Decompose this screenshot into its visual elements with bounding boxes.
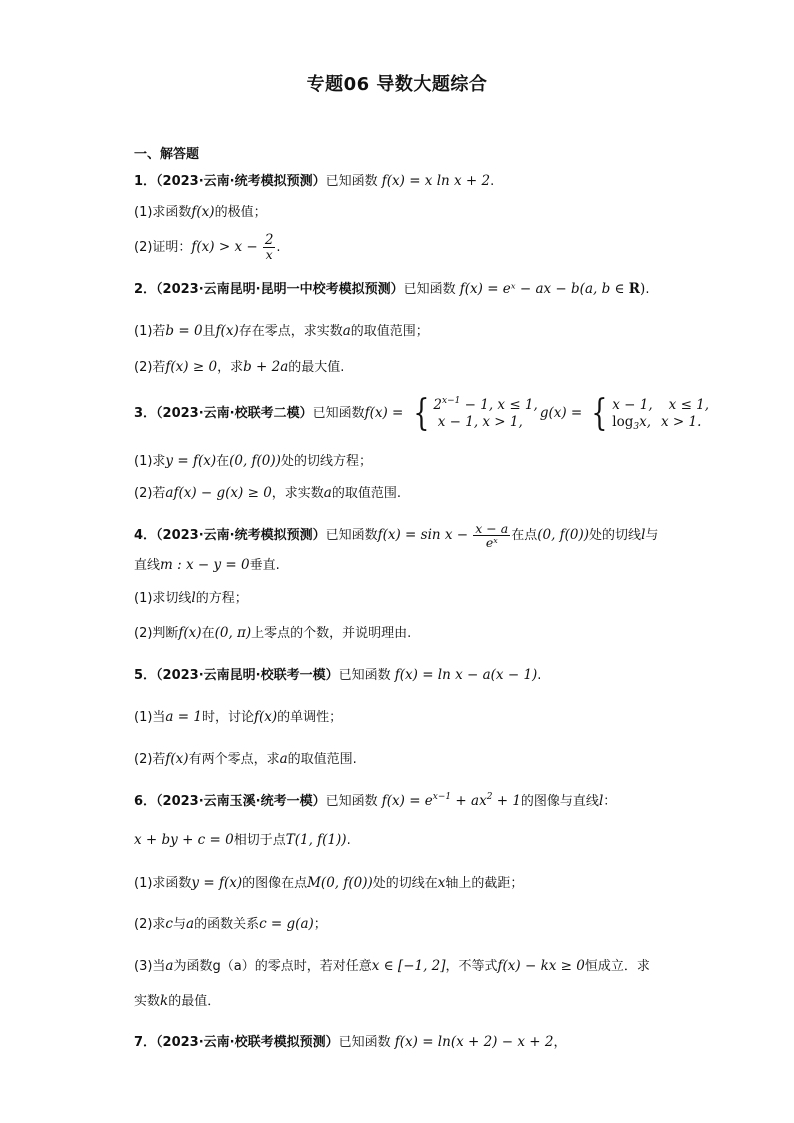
stem-text: 处的切线	[589, 528, 642, 543]
part-text: 与	[172, 917, 186, 932]
fraction-denominator: eˣ	[485, 535, 498, 550]
question-2-part-1	[134, 322, 429, 341]
fraction-numerator: x − a	[475, 521, 509, 536]
part-text: ，不等式	[445, 959, 498, 974]
part-text: 有两个零点，求	[188, 752, 280, 767]
part-text: 的函数关系	[194, 917, 260, 932]
stem-text: ：	[603, 794, 617, 809]
question-1-part-1	[134, 203, 267, 222]
math-expr: (0, π)	[214, 625, 252, 641]
part-text: (2)若	[134, 486, 166, 501]
math-expr: x − 1, x > 1,	[437, 413, 523, 430]
math-expr: f(x) = e	[381, 793, 433, 809]
part-text: 在	[201, 626, 215, 641]
math-expr: + ax	[451, 793, 487, 809]
question-6-part-3-cont	[134, 992, 220, 1011]
math-var: l	[191, 590, 196, 606]
question-source: （2023·云南玉溪·统考一模）	[156, 794, 326, 809]
fraction	[263, 234, 276, 261]
question-source: （2023·云南·统考模拟预测）	[156, 174, 326, 189]
math-expr: x ≤ 1,	[668, 396, 710, 413]
reals-symbol: R	[628, 281, 641, 297]
part-text: (3)当	[134, 959, 166, 974]
math-expr: y = f(x)	[191, 875, 243, 891]
fraction-denominator: x	[265, 247, 273, 262]
math-expr: b + 2a	[243, 359, 289, 375]
part-text: (1)若	[134, 324, 166, 339]
function-definition: f(x) = ln(x + 2) − x + 2	[394, 1034, 554, 1050]
math-expr: f(x)	[165, 751, 189, 767]
math-expr: x ∈ [−1, 2]	[371, 958, 446, 974]
part-text: 且	[202, 324, 216, 339]
case-row	[612, 414, 709, 431]
cases	[612, 397, 709, 431]
question-number: 5．	[134, 668, 157, 683]
part-text: (1)求函数	[134, 876, 192, 891]
question-4-part-2	[134, 624, 411, 643]
math-expr: af(x) − g(x) ≥ 0	[165, 485, 272, 501]
math-expr: f(x) = sin x −	[377, 527, 469, 543]
math-expr: a = 1	[165, 709, 202, 725]
math-expr: m : x − y = 0	[160, 557, 250, 573]
math-expr: c = g(a)	[259, 916, 314, 932]
math-var: a	[186, 916, 195, 932]
part-text: 实数	[134, 994, 161, 1009]
piecewise-g	[588, 392, 710, 434]
math-expr: b = 0	[165, 323, 203, 339]
question-source: （2023·云南·校联考二模）	[156, 406, 313, 421]
part-text: 的取值范围.	[331, 486, 401, 501]
math-expr: f(x)	[178, 625, 202, 641]
question-source: （2023·云南·统考模拟预测）	[156, 528, 326, 543]
brace-symbol: {	[412, 392, 429, 434]
question-number: 1．	[134, 174, 157, 189]
math-expr: .	[346, 833, 351, 848]
question-number: 7．	[134, 1035, 157, 1050]
part-text: 存在零点，求实数	[238, 324, 343, 339]
function-definition: f(x) = eˣ − ax − b(a, b ∈	[459, 281, 629, 297]
fraction-numerator: 2	[264, 232, 274, 248]
math-var: l	[641, 527, 646, 543]
case-row	[433, 397, 537, 414]
question-4-stem-cont	[134, 556, 280, 575]
subscript: 3	[633, 421, 640, 432]
question-3-stem	[134, 394, 711, 433]
math-var: a	[279, 751, 288, 767]
math-expr: x > 1.	[661, 413, 702, 430]
math-var: c	[165, 916, 173, 932]
stem-text: 已知函数	[325, 174, 378, 189]
case-row	[433, 414, 537, 431]
part-text: (1)当	[134, 710, 166, 725]
question-number: 4．	[134, 528, 157, 543]
question-6-stem-cont	[134, 831, 351, 850]
question-4-part-1	[134, 589, 248, 608]
question-3-part-1	[134, 452, 372, 471]
math-expr: x − 1,	[612, 396, 653, 413]
question-5-part-1	[134, 708, 342, 727]
math-var: a	[342, 323, 351, 339]
part-text: (2)求	[134, 917, 166, 932]
part-text: ，求	[217, 360, 244, 375]
question-source: （2023·云南·校联考模拟预测）	[156, 1035, 339, 1050]
question-number: 3．	[134, 406, 157, 421]
question-3-part-2	[134, 484, 401, 503]
math-expr: y = f(x)	[165, 453, 217, 469]
question-source: （2023·云南昆明·昆明一中校考模拟预测）	[156, 282, 404, 297]
part-text: (2)证明：	[134, 240, 192, 255]
part-text: (1)求切线	[134, 591, 192, 606]
math-expr: (0, f(0))	[229, 453, 281, 469]
question-5-part-2	[134, 750, 357, 769]
math-expr: (0, f(0))	[537, 527, 590, 543]
math-var: a	[165, 958, 174, 974]
part-text: 处的切线在	[372, 876, 438, 891]
case-row	[612, 397, 709, 414]
question-7-stem	[134, 1033, 566, 1052]
page-title: 专题06 导数大题综合	[306, 74, 488, 95]
math-expr: f(x)	[215, 323, 239, 339]
question-6-stem	[134, 792, 616, 811]
part-text: 恒成立．求	[584, 959, 650, 974]
stem-text: 垂直.	[249, 558, 280, 573]
stem-text: 在点	[511, 528, 538, 543]
part-text: 的极值；	[214, 205, 267, 220]
stem-text: 已知函数	[312, 406, 365, 421]
math-expr: f(x)	[253, 709, 278, 725]
question-5-stem	[134, 666, 541, 685]
math-expr: log	[612, 413, 634, 430]
stem-text: 已知函数	[338, 1035, 391, 1050]
part-text: 的最大值.	[288, 360, 345, 375]
math-var: x	[437, 875, 446, 891]
math-expr: f(x)	[191, 204, 215, 220]
math-expr: f(x) =	[364, 405, 404, 421]
question-2-stem: 2．（2023·云南昆明·昆明一中校考模拟预测）已知函数 f(x) = eˣ − ax − b(a, b ∈ R).	[134, 281, 650, 297]
math-expr: )	[640, 281, 646, 297]
part-text: ，求实数	[271, 486, 324, 501]
part-text: (1)求	[134, 454, 166, 469]
question-source: （2023·云南昆明·校联考一模）	[156, 668, 339, 683]
math-expr: f(x) ≥ 0	[165, 359, 218, 375]
part-text: 的零点时，若对任意	[254, 959, 372, 974]
fraction	[473, 522, 510, 549]
stem-text: 与	[645, 528, 659, 543]
math-expr: 2	[433, 396, 443, 413]
part-text: 的取值范围；	[350, 324, 429, 339]
part-text: 的单调性；	[277, 710, 343, 725]
question-number: 2．	[134, 282, 157, 297]
stem-text: 的图像与直线	[520, 794, 599, 809]
exponent: 2	[486, 792, 493, 802]
math-var: l	[598, 793, 604, 809]
part-text: (2)若	[134, 360, 166, 375]
part-text: 轴上的截距；	[445, 876, 524, 891]
math-expr: f(x) − kx ≥ 0	[497, 958, 585, 974]
exponent: x−1	[432, 792, 452, 802]
question-6-part-3	[134, 957, 650, 976]
math-expr: x,	[639, 413, 652, 430]
part-text: 的方程；	[195, 591, 248, 606]
part-text: (2)若	[134, 752, 166, 767]
piecewise-f	[410, 392, 538, 434]
math-expr: f(x) > x −	[191, 239, 258, 255]
part-text: g（a）	[212, 959, 255, 974]
section-heading: 一、解答题	[134, 147, 200, 162]
part-text: 的取值范围.	[287, 752, 357, 767]
function-definition: f(x) = x ln x + 2	[381, 173, 491, 189]
stem-text: 已知函数	[338, 668, 391, 683]
part-text: 的图像在点	[242, 876, 308, 891]
math-expr: T(1, f(1))	[285, 832, 347, 848]
part-text: 时，讨论	[201, 710, 254, 725]
part-text: 处的切线方程；	[280, 454, 372, 469]
math-expr: − 1, x ≤ 1,	[460, 396, 538, 413]
brace-symbol: {	[591, 392, 608, 434]
math-var: a	[323, 485, 332, 501]
math-expr: ，	[553, 1035, 567, 1050]
stem-text: 已知函数	[325, 528, 378, 543]
exponent: x−1	[442, 395, 461, 406]
question-2-part-2	[134, 358, 344, 377]
function-definition	[382, 793, 521, 809]
question-6-part-1	[134, 874, 523, 893]
part-text: 在	[216, 454, 230, 469]
stem-text: 已知函数	[403, 282, 456, 297]
question-1-part-2: (2)证明：f(x) > x − $\frac{2}{x}$ .	[134, 232, 281, 262]
part-text: ；	[313, 917, 327, 932]
question-1-stem: 1．（2023·云南·统考模拟预测）已知函数 f(x) = x ln x + 2.	[134, 173, 495, 189]
function-definition: f(x) = ln x − a(x − 1)	[394, 667, 538, 683]
part-text: 的最值．	[168, 994, 221, 1009]
question-number: 6．	[134, 794, 157, 809]
part-text: (2)判断	[134, 626, 179, 641]
question-6-part-2	[134, 915, 327, 934]
question-4-stem	[134, 520, 658, 551]
math-expr: + 1	[492, 793, 521, 809]
part-text: (1)求函数	[134, 205, 192, 220]
math-expr: .	[537, 668, 542, 683]
part-text: 为函数	[173, 959, 213, 974]
math-expr: M(0, f(0))	[307, 875, 373, 891]
math-var: k	[160, 993, 169, 1009]
stem-text: 直线	[134, 558, 161, 573]
stem-text: 相切于点	[233, 833, 286, 848]
cases	[433, 397, 537, 431]
stem-text: 已知函数	[325, 794, 378, 809]
math-expr: x + by + c = 0	[134, 832, 234, 848]
math-expr: g(x) =	[539, 405, 583, 421]
part-text: 上零点的个数，并说明理由.	[251, 626, 412, 641]
